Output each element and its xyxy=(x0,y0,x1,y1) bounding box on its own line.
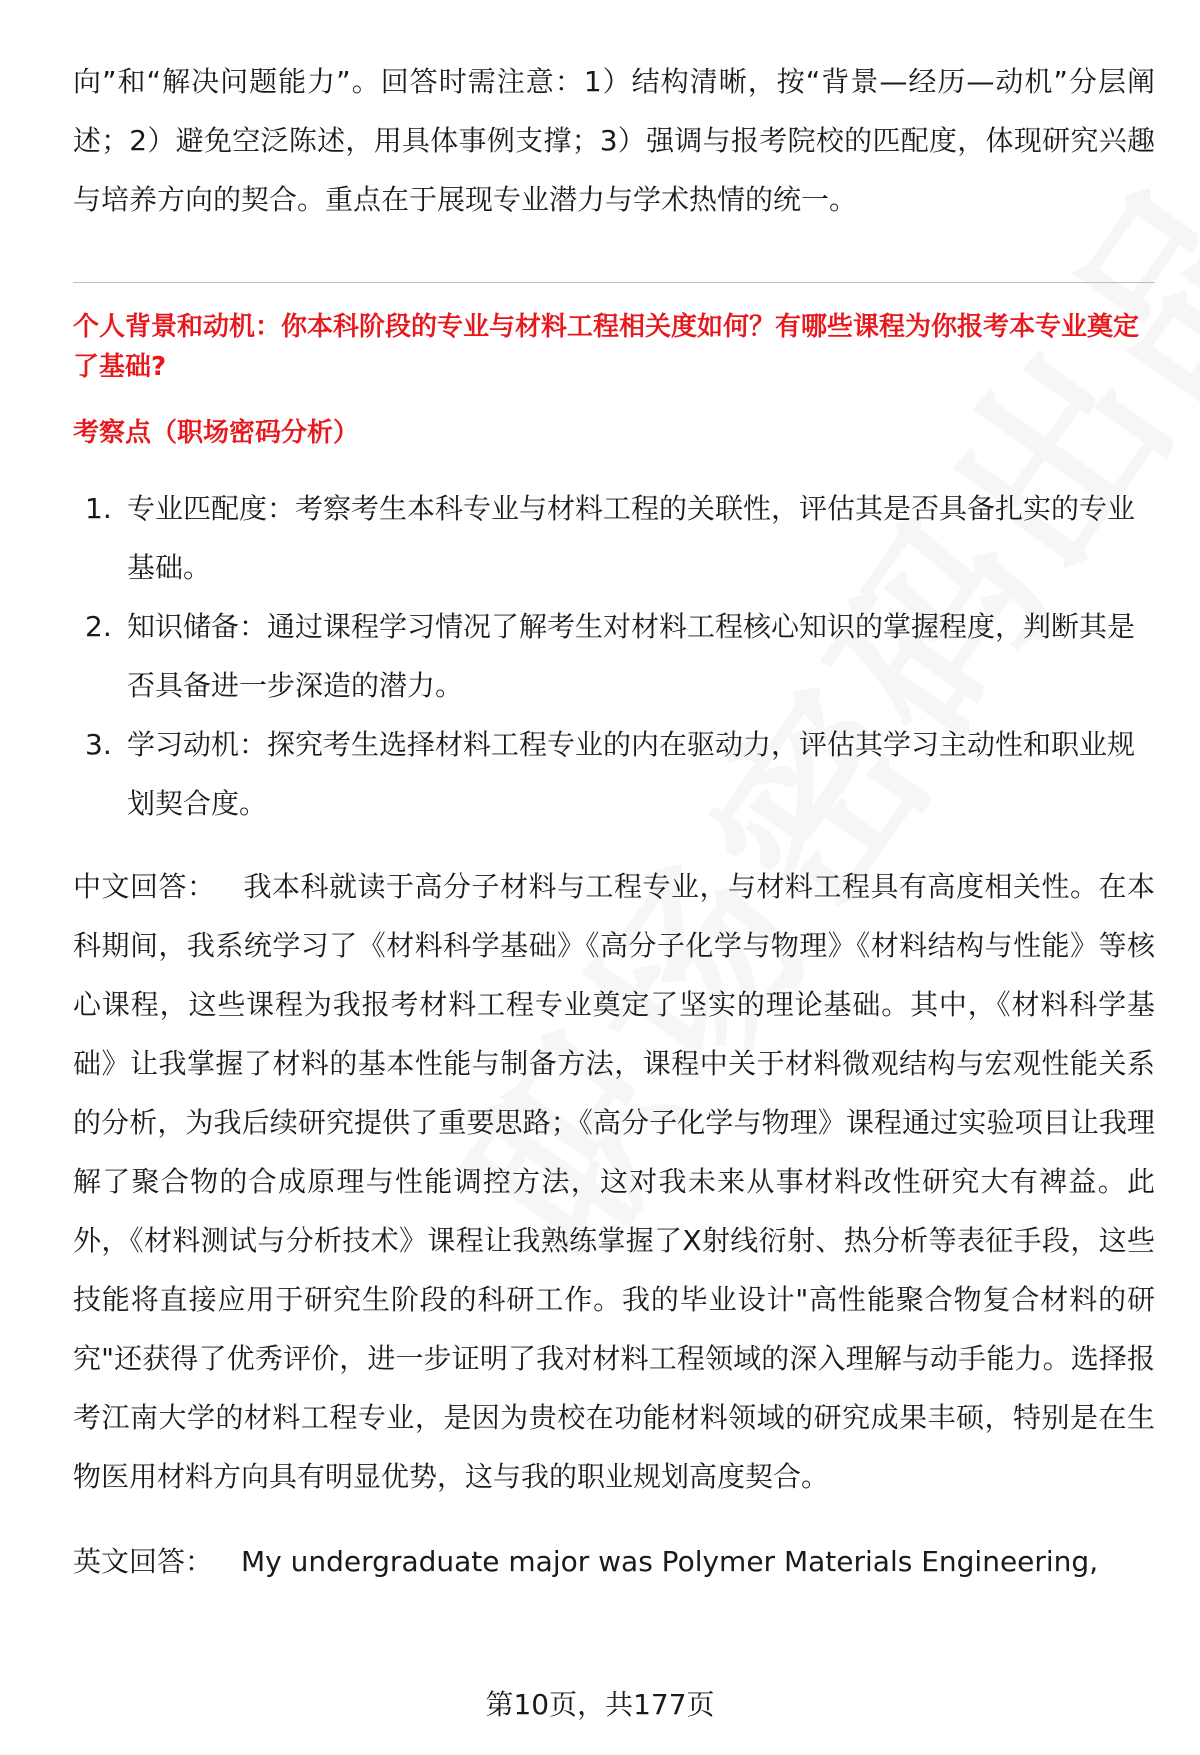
list-item-text: 专业匹配度：考察考生本科专业与材料工程的关联性，评估其是否具备扎实的专业基础。 xyxy=(127,492,1136,584)
chinese-answer-text: 我本科就读于高分子材料与工程专业，与材料工程具有高度相关性。在本科期间，我系统学习了《材料科学基础》《高分子化学与物理》《材料结构与性能》等核心课程，这些课程为我报考材料工程专业奠定了坚实的理论基础。其中，《材料科学基础》让我掌握了材料的基本性能与制备方法，课程中关于材料微观结构与宏观性能关系的分析，为我后续研究提供了重要思路；《高分子化学与物理》课程通过实验项目让我理解了聚合物的合成原理与性能调控方法，这对我未来从事材料改性研究大有裨益。此外，《材料测试与分析技术》课程让我熟练掌握了X射线衍射、热分析等表征手段，这些技能将直接应用于研究生阶段的科研工作。我的毕业设计"高性能聚合物复合材料的研究"还获得了优秀评价，进一步证明了我对材料工程领域的深入理解与动手能力。选择报考江南大学的材料工程专业，是因为贵校在功能材料领域的研究成果丰硕，特别是在生物医用材料方向具有明显优势，这与我的职业规划高度契合。 xyxy=(73,870,1155,1493)
english-answer-label: 英文回答： xyxy=(73,1545,214,1578)
list-item xyxy=(73,597,1155,715)
chinese-answer xyxy=(73,857,1155,1506)
list-number: 3. xyxy=(85,728,112,761)
list-item xyxy=(73,715,1155,833)
english-answer-text: My undergraduate major was Polymer Materials Engineering, xyxy=(241,1545,1099,1578)
focus-heading: 考察点（职场密码分析） xyxy=(73,418,360,448)
page-indicator: 第10页，共177页 xyxy=(485,1688,715,1721)
section-divider xyxy=(73,282,1155,283)
list-number: 1. xyxy=(85,492,112,525)
list-item-text: 学习动机：探究考生选择材料工程专业的内在驱动力，评估其学习主动性和职业规划契合度。 xyxy=(127,728,1136,820)
question-title: 个人背景和动机：你本科阶段的专业与材料工程相关度如何？有哪些课程为你报考本专业奠定了基础? xyxy=(73,312,1140,382)
focus-points-list xyxy=(73,479,1155,833)
list-number: 2. xyxy=(85,610,112,643)
list-item-text: 知识储备：通过课程学习情况了解考生对材料工程核心知识的掌握程度，判断其是否具备进一步深造的潜力。 xyxy=(127,610,1136,702)
list-item xyxy=(73,479,1155,597)
chinese-answer-label: 中文回答： xyxy=(73,870,216,903)
english-answer xyxy=(73,1532,1155,1591)
page-content xyxy=(73,52,1155,1591)
intro-paragraph: 向”和“解决问题能力”。回答时需注意：1）结构清晰，按“背景—经历—动机”分层阐述；2）避免空泛陈述，用具体事例支撑；3）强调与报考院校的匹配度，体现研究兴趣与培养方向的契合。重点在于展现专业潜力与学术热情的统一。 xyxy=(73,65,1155,216)
